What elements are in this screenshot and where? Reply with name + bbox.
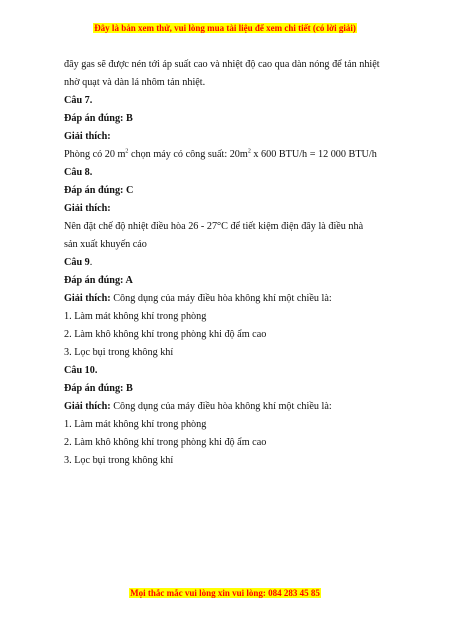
question-9-item-1: 1. Làm mát không khí trong phòng — [64, 311, 207, 322]
question-7-title: Câu 7. — [64, 95, 93, 106]
calc-part-1: Phòng có 20 m — [64, 149, 126, 160]
question-9-explain-text: Công dụng của máy điều hòa không khí một chiều là: — [110, 293, 332, 304]
question-9-title-text: Câu 9 — [64, 257, 90, 268]
question-10-explain-label: Giải thích: — [64, 401, 111, 412]
question-9-answer: Đáp án đúng: A — [64, 275, 133, 286]
question-8-text-line-2: sản xuất khuyến cáo — [64, 239, 147, 250]
calc-part-3: x 600 BTU/h = 12 000 BTU/h — [250, 149, 377, 160]
calc-superscript-2: 2 — [247, 148, 251, 155]
question-7-explain-label: Giải thích: — [64, 131, 111, 142]
question-8-title: Câu 8. — [64, 167, 93, 178]
question-10-item-3: 3. Lọc bụi trong không khí — [64, 455, 174, 466]
question-9-title — [64, 256, 394, 270]
question-7-answer: Đáp án đúng: B — [64, 113, 133, 124]
calc-superscript-1: 2 — [125, 148, 129, 155]
question-8-text-line-1: Nên đặt chế độ nhiệt điều hòa 26 - 27°C để tiết kiệm điện đây là điều nhà — [64, 221, 364, 232]
question-10-answer: Đáp án đúng: B — [64, 383, 133, 394]
contact-notice-banner — [0, 588, 450, 598]
question-9-item-3: 3. Lọc bụi trong không khí — [64, 347, 174, 358]
preview-notice-banner — [0, 23, 450, 33]
contact-notice-text: Mọi thắc mắc vui lòng xin vui lòng: 084 283 45 85 — [130, 588, 320, 598]
question-8-answer: Đáp án đúng: C — [64, 185, 134, 196]
intro-line-1: đây gas sẽ được nén tới áp suất cao và nhiệt độ cao qua dàn nóng để tản nhiệt — [64, 59, 380, 70]
question-10-item-2: 2. Làm khô không khí trong phòng khi độ ẩm cao — [64, 437, 267, 448]
calc-part-2: chọn máy có công suất: 20m — [128, 149, 248, 160]
preview-notice-text: Đây là bản xem thử, vui lòng mua tài liệu để xem chi tiết (có lời giải) — [94, 23, 356, 33]
question-9-explain-label: Giải thích: — [64, 293, 111, 304]
document-body — [64, 58, 394, 472]
question-10-explanation — [64, 400, 394, 414]
question-9-explanation — [64, 292, 394, 306]
intro-line-2: nhờ quạt và dàn lá nhôm tản nhiệt. — [64, 77, 206, 88]
question-10-explain-text: Công dụng của máy điều hòa không khí một chiều là: — [110, 401, 332, 412]
question-10-item-1: 1. Làm mát không khí trong phòng — [64, 419, 207, 430]
question-7-calculation — [64, 148, 394, 162]
question-9-item-2: 2. Làm khô không khí trong phòng khi độ ẩm cao — [64, 329, 267, 340]
question-9-title-suffix: . — [89, 257, 93, 268]
question-8-explain-label: Giải thích: — [64, 203, 111, 214]
question-10-title: Câu 10. — [64, 365, 98, 376]
